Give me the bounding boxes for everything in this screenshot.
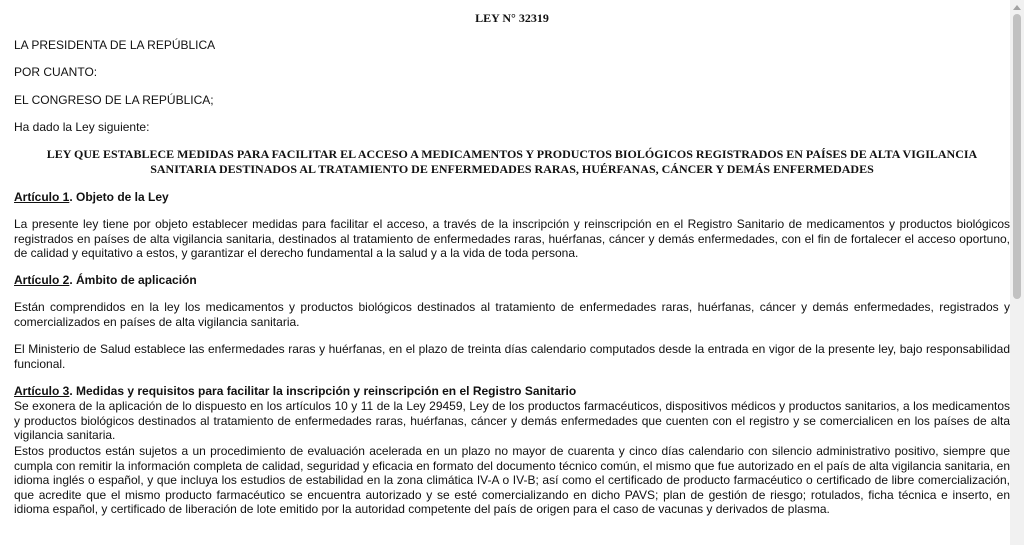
preamble-ha-dado: Ha dado la Ley siguiente: (14, 120, 150, 134)
preamble-president: LA PRESIDENTA DE LA REPÚBLICA (14, 38, 216, 52)
article-2-paragraph-1: Están comprendidos en la ley los medicamentos y productos biológicos destinados al tratamiento de enfermedades raras, huérfanas, cáncer y demás enfermedades, registrados y comercializados en países de alta vigilancia sanitaria. (14, 300, 1010, 329)
article-3-paragraph-2: Estos productos están sujetos a un procedimiento de evaluación acelerada en un plazo no mayor de cuarenta y cinco días calendario con silencio administrativo positivo, siempre que cumpla con remitir la información completa de calidad, seguridad y eficacia en formato del documento técnico común, el mismo que fue autorizado en el país de alta vigilancia sanitaria, en idioma inglés o español, y que incluya los estudios de estabilidad en la zona climática IV-A o IV-B; así como el certificado de producto farmacéutico o certificado de libre comercialización, que acredite que el mismo producto farmacéutico se encuentra autorizado y se esté comercializando en dicho PAVS; plan de gestión de riesgo; rotulados, ficha técnica e inserto, en idioma español, y certificado de liberación de lote emitido por la autoridad competente del país de origen para el caso de vacunas y derivados de plasma. (14, 444, 1010, 517)
article-1-heading (14, 190, 169, 205)
preamble-por-cuanto: POR CUANTO: (14, 65, 98, 79)
article-3-paragraph-1: Se exonera de la aplicación de lo dispuesto en los artículos 10 y 11 de la Ley 29459, Ley de los productos farmacéuticos, dispositivos médicos y productos sanitarios, a los medicamentos y productos biológicos destinados al tratamiento de enfermedades raras, huérfanas, cáncer y demás enfermedades que cuenten con el registro y se comercialicen en los países de alta vigilancia sanitaria. (14, 399, 1010, 443)
preamble-congreso: EL CONGRESO DE LA REPÚBLICA; (14, 93, 214, 107)
article-3-heading (14, 384, 576, 399)
article-3-number: Artículo 3 (14, 384, 70, 398)
article-3-title: . Medidas y requisitos para facilitar la inscripción y reinscripción en el Registro Sanitario (69, 384, 577, 398)
article-2-title: . Ámbito de aplicación (69, 273, 197, 287)
article-2-paragraph-2: El Ministerio de Salud establece las enfermedades raras y huérfanas, en el plazo de treinta días calendario computados desde la entrada en vigor de la presente ley, bajo responsabilidad funcional. (14, 342, 1010, 371)
article-1-paragraph-1: La presente ley tiene por objeto establecer medidas para facilitar el acceso, a través de la inscripción y reinscripción en el Registro Sanitario de medicamentos y productos biológicos registrados en países de alta vigilancia sanitaria, destinados al tratamiento de enfermedades raras, huérfanas, cáncer y demás enfermedades, con el fin de fortalecer el acceso oportuno, de calidad y equitativo a estos, y garantizar el derecho fundamental a la salud y a la vida de toda persona. (14, 217, 1010, 261)
article-2-number: Artículo 2 (14, 273, 70, 287)
scrollbar-thumb[interactable] (1013, 14, 1021, 299)
vertical-scrollbar[interactable] (1010, 0, 1024, 545)
law-main-heading: LEY QUE ESTABLECE MEDIDAS PARA FACILITAR EL ACCESO A MEDICAMENTOS Y PRODUCTOS BIOLÓGICOS REGISTRADOS EN PAÍSES DE ALTA VIGILANCIA SANITARIA DESTINADOS AL TRATAMIENTO DE ENFERMEDADES RARAS, HUÉRFANAS, CÁNCER Y DEMÁS ENFERMEDADES (46, 147, 978, 176)
article-1-number: Artículo 1 (14, 190, 70, 204)
article-2-heading (14, 273, 197, 288)
scroll-up-arrow-icon[interactable] (1010, 0, 1024, 14)
law-number-title: LEY N° 32319 (475, 11, 549, 25)
article-1-title: . Objeto de la Ley (69, 190, 169, 204)
